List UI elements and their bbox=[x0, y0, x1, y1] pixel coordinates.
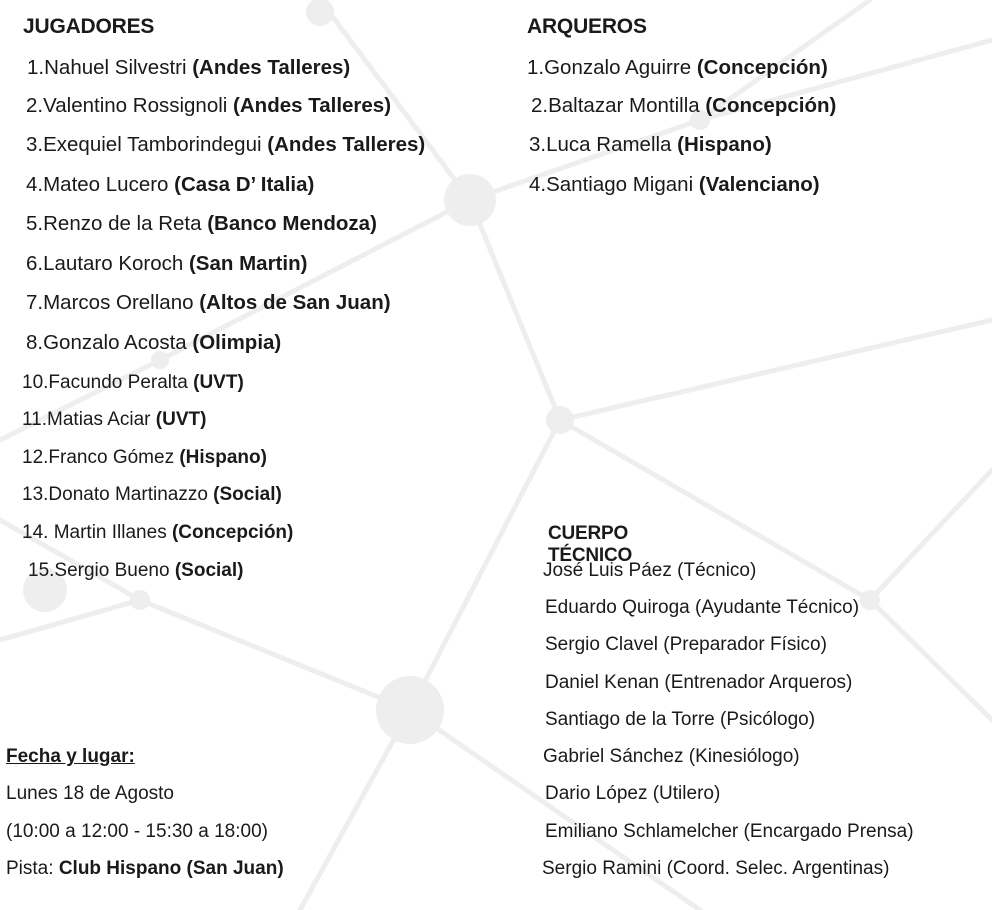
player-row: 15.Sergio Bueno (Social) bbox=[28, 560, 244, 581]
player-row: 7.Marcos Orellano (Altos de San Juan) bbox=[26, 291, 391, 314]
player-row: 14. Martin Illanes (Concepción) bbox=[22, 522, 294, 543]
jugadores-heading: JUGADORES bbox=[23, 15, 155, 38]
event-hours: (10:00 a 12:00 - 15:30 a 18:00) bbox=[6, 821, 268, 842]
goalkeeper-row: 1.Gonzalo Aguirre (Concepción) bbox=[527, 56, 828, 79]
staff-row: Dario López (Utilero) bbox=[545, 783, 721, 804]
player-row: 13.Donato Martinazzo (Social) bbox=[22, 484, 282, 505]
staff-row: Eduardo Quiroga (Ayudante Técnico) bbox=[545, 597, 860, 618]
goalkeeper-row: 3.Luca Ramella (Hispano) bbox=[529, 133, 772, 156]
arqueros-heading: ARQUEROS bbox=[527, 15, 647, 38]
fecha-lugar-heading: Fecha y lugar: bbox=[6, 746, 135, 767]
player-row: 10.Facundo Peralta (UVT) bbox=[22, 372, 244, 393]
cuerpo-tecnico-heading: CUERPO TÉCNICO bbox=[548, 523, 633, 566]
player-row: 6.Lautaro Koroch (San Martin) bbox=[26, 252, 308, 275]
staff-row: Emiliano Schlamelcher (Encargado Prensa) bbox=[545, 821, 914, 842]
staff-row: Gabriel Sánchez (Kinesiólogo) bbox=[543, 746, 800, 767]
player-row: 3.Exequiel Tamborindegui (Andes Talleres) bbox=[26, 133, 426, 156]
player-row: 11.Matias Aciar (UVT) bbox=[22, 409, 207, 430]
goalkeeper-row: 4.Santiago Migani (Valenciano) bbox=[529, 173, 820, 196]
goalkeeper-row: 2.Baltazar Montilla (Concepción) bbox=[531, 94, 837, 117]
staff-row: Sergio Clavel (Preparador Físico) bbox=[545, 634, 827, 655]
staff-row: Santiago de la Torre (Psicólogo) bbox=[545, 709, 816, 730]
player-row: 4.Mateo Lucero (Casa D’ Italia) bbox=[26, 173, 315, 196]
staff-row: Sergio Ramini (Coord. Selec. Argentinas) bbox=[542, 858, 890, 879]
event-date: Lunes 18 de Agosto bbox=[6, 783, 174, 804]
staff-row: Daniel Kenan (Entrenador Arqueros) bbox=[545, 672, 853, 693]
player-row: 8.Gonzalo Acosta (Olimpia) bbox=[26, 331, 282, 354]
staff-row: José Luis Páez (Técnico) bbox=[543, 560, 757, 581]
event-venue: Pista: Club Hispano (San Juan) bbox=[6, 858, 284, 879]
player-row: 2.Valentino Rossignoli (Andes Talleres) bbox=[26, 94, 392, 117]
player-row: 5.Renzo de la Reta (Banco Mendoza) bbox=[26, 212, 377, 235]
player-row: 1.Nahuel Silvestri (Andes Talleres) bbox=[27, 56, 351, 79]
player-row: 12.Franco Gómez (Hispano) bbox=[22, 447, 267, 468]
